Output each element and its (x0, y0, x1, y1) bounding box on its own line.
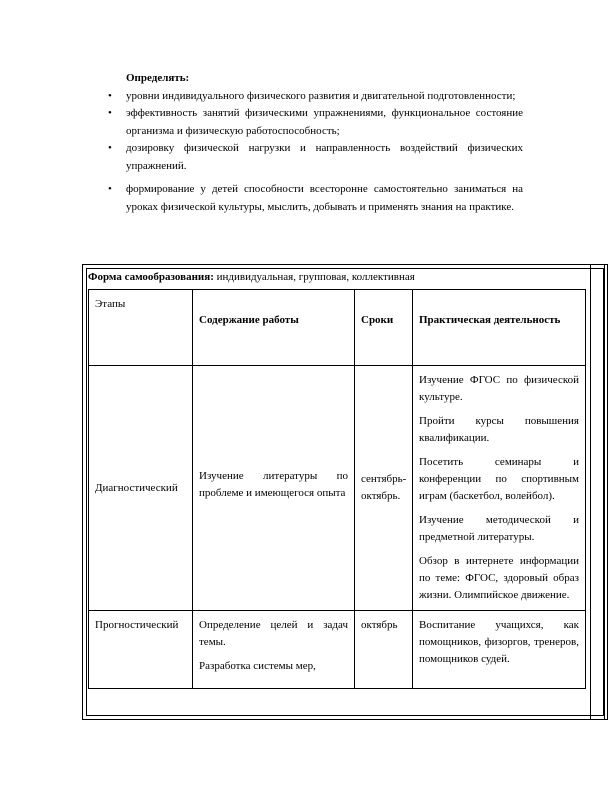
header-practice: Практическая деятельность (419, 314, 561, 326)
practice-cell (413, 366, 586, 611)
practice-text: Воспитание учащихся, как помощников, физоргов, тренеров, помощников судей. (419, 619, 579, 665)
table-row (89, 611, 586, 689)
header-dates: Сроки (361, 314, 394, 326)
practice-text: Изучение ФГОС по физической культуре. (419, 374, 579, 403)
list-item: • дозировку физической нагрузки и направленность воздействий физических упражнений. (108, 140, 523, 175)
practice-text: Изучение методической и предметной литературы. (419, 514, 579, 543)
practice-cell (413, 611, 586, 689)
intro-block (108, 70, 523, 216)
list-item: • уровни индивидуального физического развития и двигательной подготовленности; (108, 88, 523, 106)
forma-value: индивидуальная, групповая, коллективная (213, 271, 415, 283)
intro-heading: Определять: (126, 72, 190, 84)
header-stage: Этапы (95, 298, 126, 310)
header-cell (413, 290, 586, 366)
header-cell (89, 290, 193, 366)
forma-line (88, 271, 583, 283)
header-cell (355, 290, 413, 366)
dates-cell: октябрь (355, 611, 413, 689)
table-header-row (89, 290, 586, 366)
content-cell (193, 611, 355, 689)
practice-text: Пройти курсы повышения квалификации. (419, 415, 579, 444)
header-content: Содержание работы (199, 314, 299, 326)
stage-cell: Диагностический (89, 366, 193, 611)
content-cell (193, 366, 355, 611)
frame-divider (604, 264, 605, 720)
dates-cell: сентябрь-октябрь. (355, 366, 413, 611)
practice-text: Обзор в интернете информации по теме: ФГОС, здоровый образ жизни. Олимпийское движение. (419, 555, 579, 601)
forma-label: Форма самообразования: (88, 271, 214, 283)
intro-list (108, 88, 523, 217)
plan-table (88, 289, 586, 689)
content-text: Разработка системы мер, (199, 660, 316, 672)
content-text: Определение целей и задач темы. (199, 619, 348, 648)
stage-cell: Прогностический (89, 611, 193, 689)
frame-divider (590, 264, 591, 720)
content-text: Изучение литературы по проблеме и имеющегося опыта (199, 469, 348, 499)
list-item: • формирование у детей способности всесторонне самостоятельно заниматься на уроках физической культуры, мыслить, добывать и применять знания на практике. (108, 181, 523, 216)
header-cell (193, 290, 355, 366)
list-item: • эффективность занятий физическими упражнениями, функциональное состояние организма и физическую работоспособность; (108, 105, 523, 140)
practice-text: Посетить семинары и конференции по спортивным играм (баскетбол, волейбол). (419, 456, 579, 502)
table-row (89, 366, 586, 611)
